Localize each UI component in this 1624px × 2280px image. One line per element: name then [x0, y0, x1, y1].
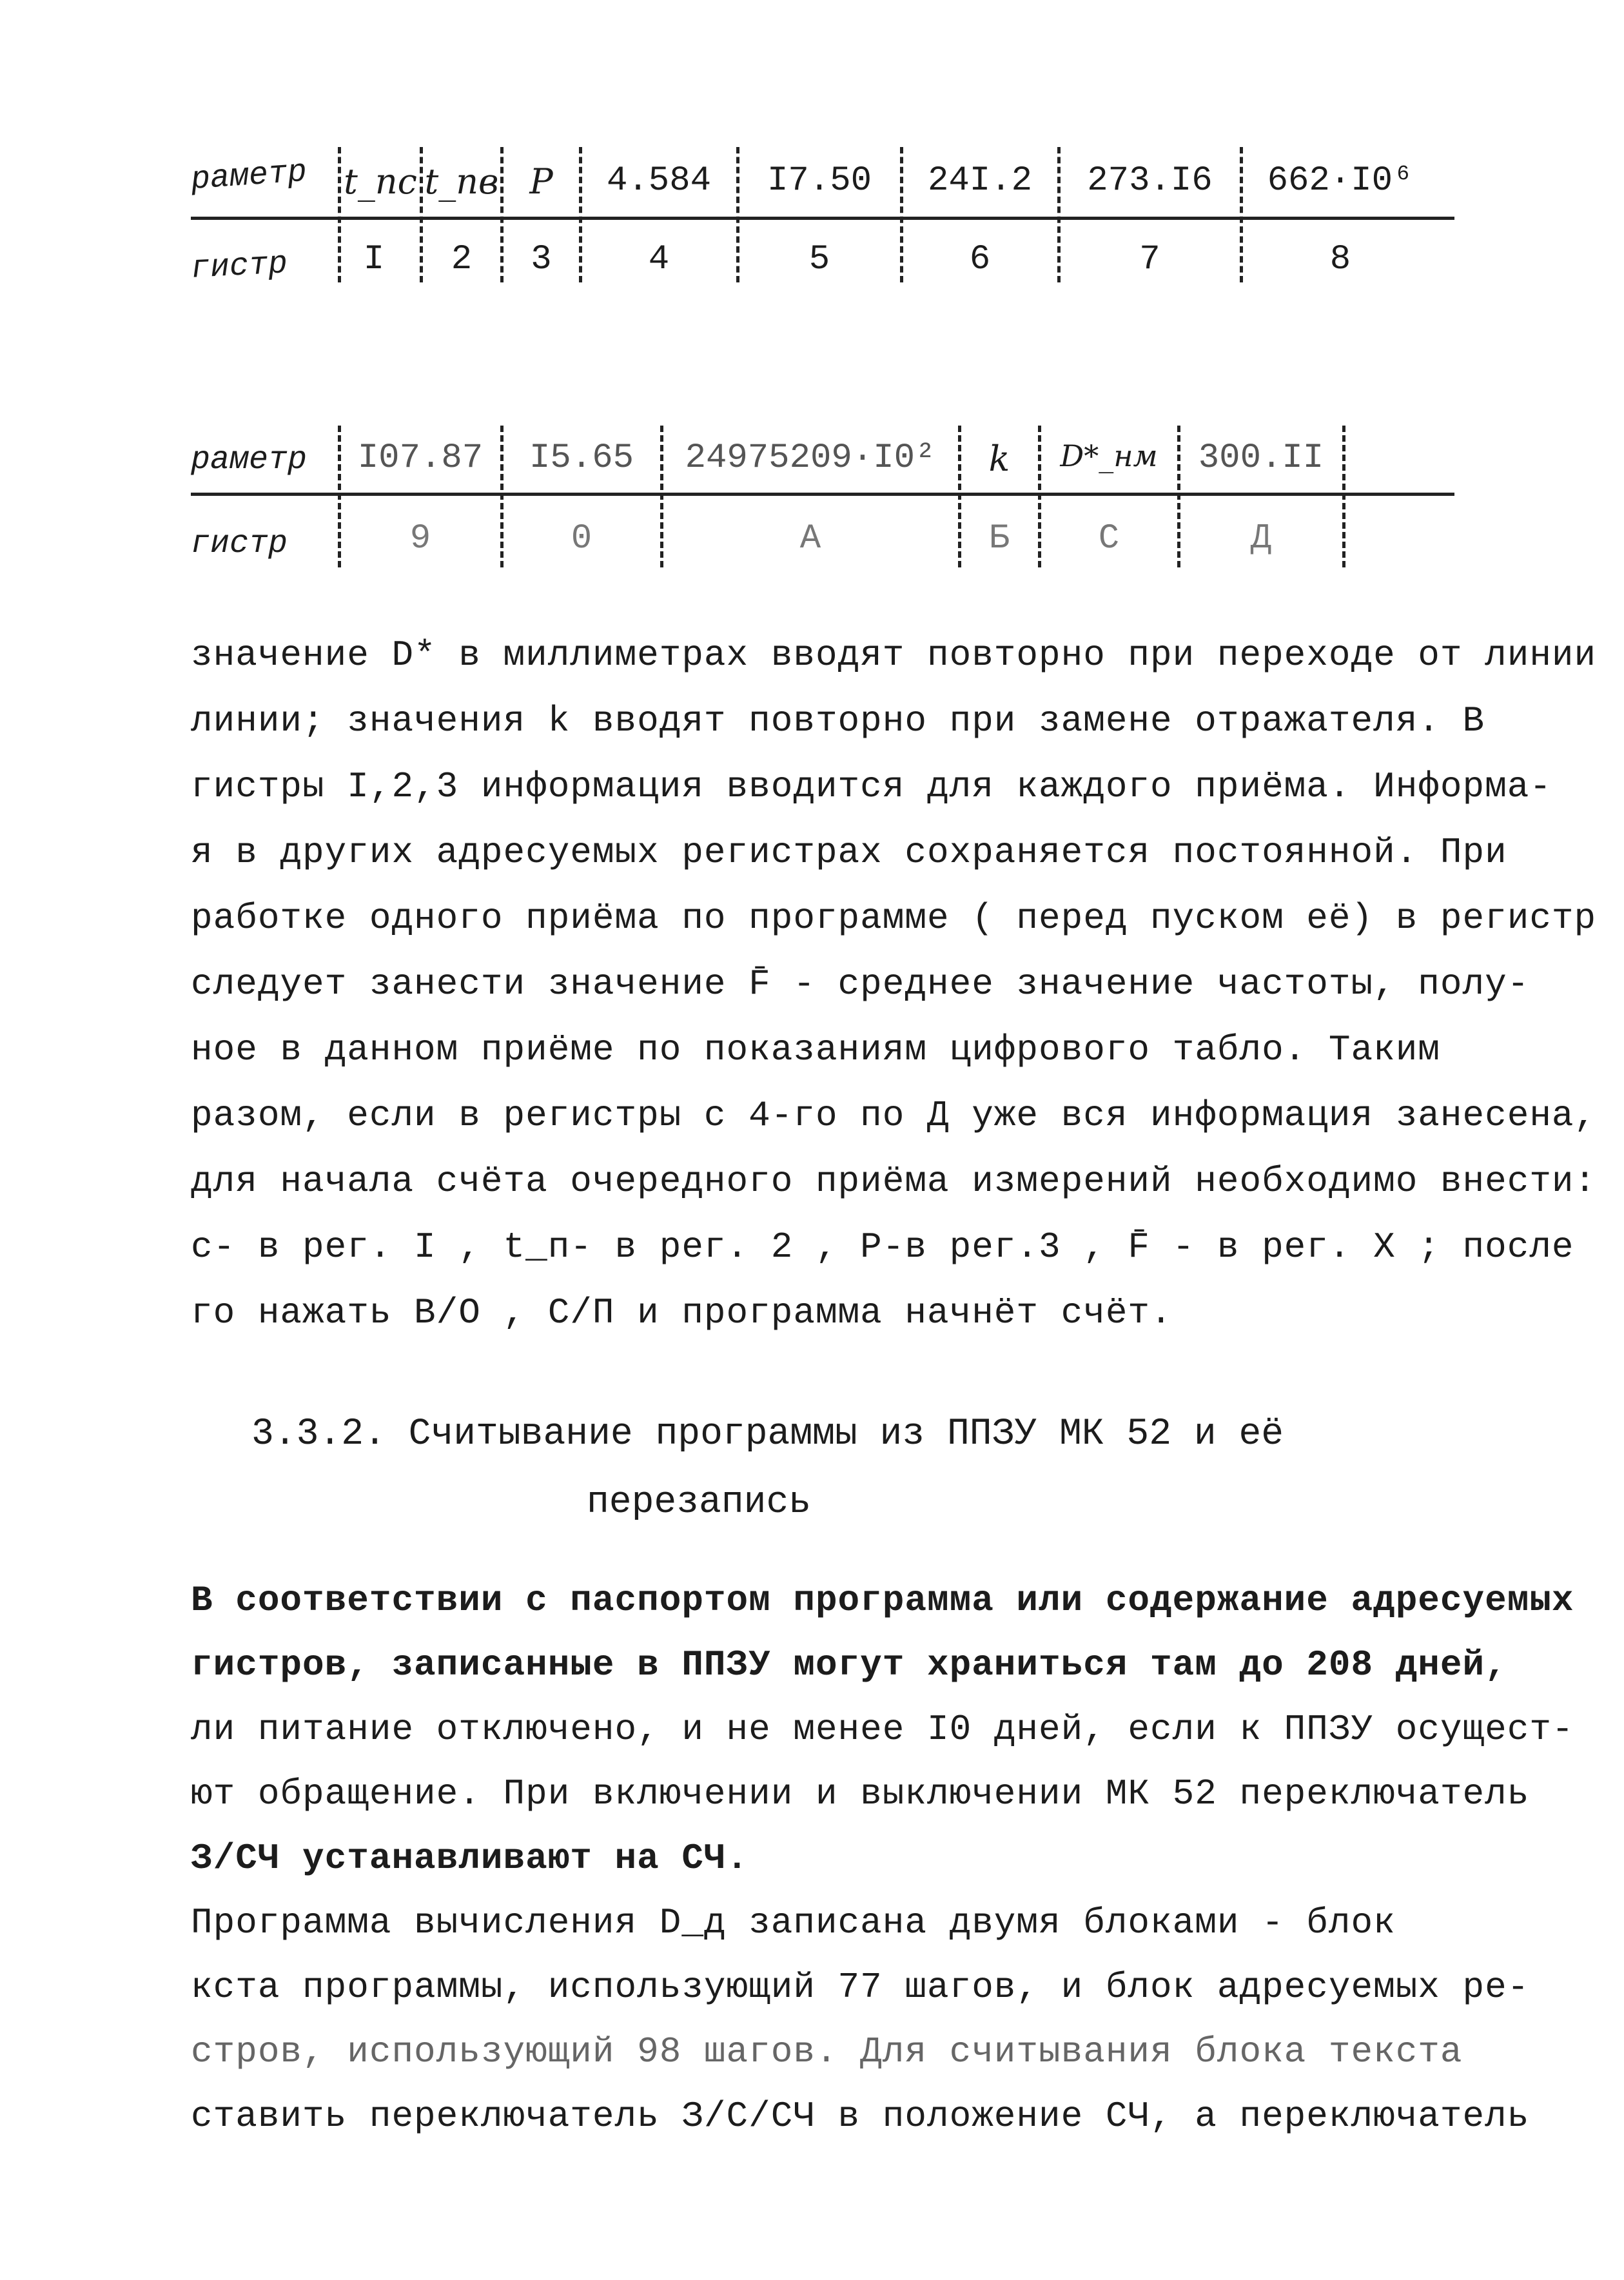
- param-cell: t_пс: [344, 161, 417, 202]
- column-separator: [579, 147, 582, 282]
- param-cell: 273.I6: [1087, 161, 1213, 201]
- register-cell: 6: [969, 240, 991, 279]
- section-heading: 3.3.2. Считывание программы из ППЗУ МК 52 и её: [251, 1413, 1284, 1455]
- section-heading-continued: перезапись: [587, 1482, 812, 1524]
- text-line: я в других адресуемых регистрах сохраняется постоянной. При: [191, 832, 1507, 873]
- param-cell: 4.584: [606, 161, 712, 201]
- text-line: ли питание отключено, и не менее I0 дней, если к ППЗУ осущест-: [191, 1709, 1574, 1750]
- column-separator: [338, 147, 341, 282]
- column-separator: [420, 147, 423, 282]
- register-cell: 5: [808, 240, 830, 279]
- param-cell: D*_нм: [1060, 438, 1158, 473]
- register-row-label: гистр: [190, 246, 289, 288]
- text-line: гистров, записанные в ППЗУ могут храниться там до 208 дней,: [191, 1644, 1507, 1685]
- register-cell: Б: [988, 519, 1010, 558]
- column-separator: [1342, 426, 1345, 567]
- text-line: значение D* в миллиметрах вводят повторно при переходе от линии: [191, 634, 1597, 676]
- text-line: гистры I,2,3 информация вводится для каждого приёма. Информа-: [191, 766, 1552, 807]
- table-rule: [191, 493, 1454, 496]
- register-cell: 8: [1329, 240, 1351, 279]
- text-line: го нажать В/О , С/П и программа начнёт счёт.: [191, 1292, 1173, 1333]
- register-cell: 9: [409, 519, 431, 558]
- column-separator: [1177, 426, 1180, 567]
- text-line: следует занести значение F̄ - среднее значение частоты, полу-: [191, 963, 1530, 1005]
- param-row-label: раметр: [191, 442, 308, 478]
- text-line: с- в рег. I , t_п- в рег. 2 , P-в рег.3 , F̄ - в рег. Х ; после: [191, 1226, 1574, 1268]
- text-line: В соответствии с паспортом программа или содержание адресуемых: [191, 1580, 1574, 1621]
- column-separator: [500, 147, 504, 282]
- param-cell: I7.50: [767, 161, 872, 201]
- register-cell: С: [1098, 519, 1120, 558]
- param-cell: P: [529, 161, 553, 202]
- param-row-label: раметр: [190, 153, 308, 199]
- text-line: работке одного приёма по программе ( перед пуском её) в регистр: [191, 898, 1597, 939]
- column-separator: [736, 147, 739, 282]
- column-separator: [958, 426, 961, 567]
- column-separator: [500, 426, 504, 567]
- register-cell: A: [799, 519, 821, 558]
- column-separator: [1038, 426, 1041, 567]
- text-line: кста программы, использующий 77 шагов, и блок адресуемых ре-: [191, 1967, 1530, 2008]
- param-cell: 662·I0⁶: [1267, 161, 1414, 201]
- param-cell: I5.65: [529, 438, 634, 478]
- column-separator: [1240, 147, 1243, 282]
- text-line: линии; значения k вводят повторно при замене отражателя. В: [191, 700, 1485, 742]
- text-line: ют обращение. При включении и выключении МК 52 переключатель: [191, 1773, 1530, 1814]
- register-cell: I: [363, 240, 385, 279]
- register-cell: 0: [571, 519, 592, 558]
- param-cell: t_пв: [424, 161, 499, 202]
- table-rule: [191, 217, 1454, 220]
- register-cell: 2: [451, 240, 473, 279]
- register-cell: 4: [648, 240, 670, 279]
- text-line: З/СЧ устанавливают на СЧ.: [191, 1838, 749, 1879]
- text-line: для начала счёта очередного приёма измерений необходимо внести:: [191, 1161, 1597, 1202]
- text-line: ставить переключатель З/С/СЧ в положение СЧ, а переключатель: [191, 2096, 1530, 2137]
- param-cell: I07.87: [357, 438, 484, 478]
- param-cell: 24975209·I0²: [685, 438, 936, 478]
- column-separator: [900, 147, 903, 282]
- param-cell: k: [988, 438, 1010, 479]
- register-cell: 3: [531, 240, 552, 279]
- column-separator: [1057, 147, 1061, 282]
- text-line: разом, если в регистры с 4-го по Д уже вся информация занесена,: [191, 1095, 1597, 1136]
- register-row-label: гистр: [191, 526, 288, 562]
- param-cell: 24I.2: [927, 161, 1033, 201]
- text-line: Программа вычисления D_д записана двумя блоками - блок: [191, 1902, 1396, 1943]
- column-separator: [338, 426, 341, 567]
- register-cell: 7: [1139, 240, 1160, 279]
- column-separator: [660, 426, 663, 567]
- register-cell: Д: [1250, 519, 1272, 558]
- text-line: стров, использующий 98 шагов. Для считывания блока текста: [191, 2031, 1463, 2072]
- param-cell: 300.II: [1198, 438, 1324, 478]
- text-line: ное в данном приёме по показаниям цифрового табло. Таким: [191, 1029, 1440, 1070]
